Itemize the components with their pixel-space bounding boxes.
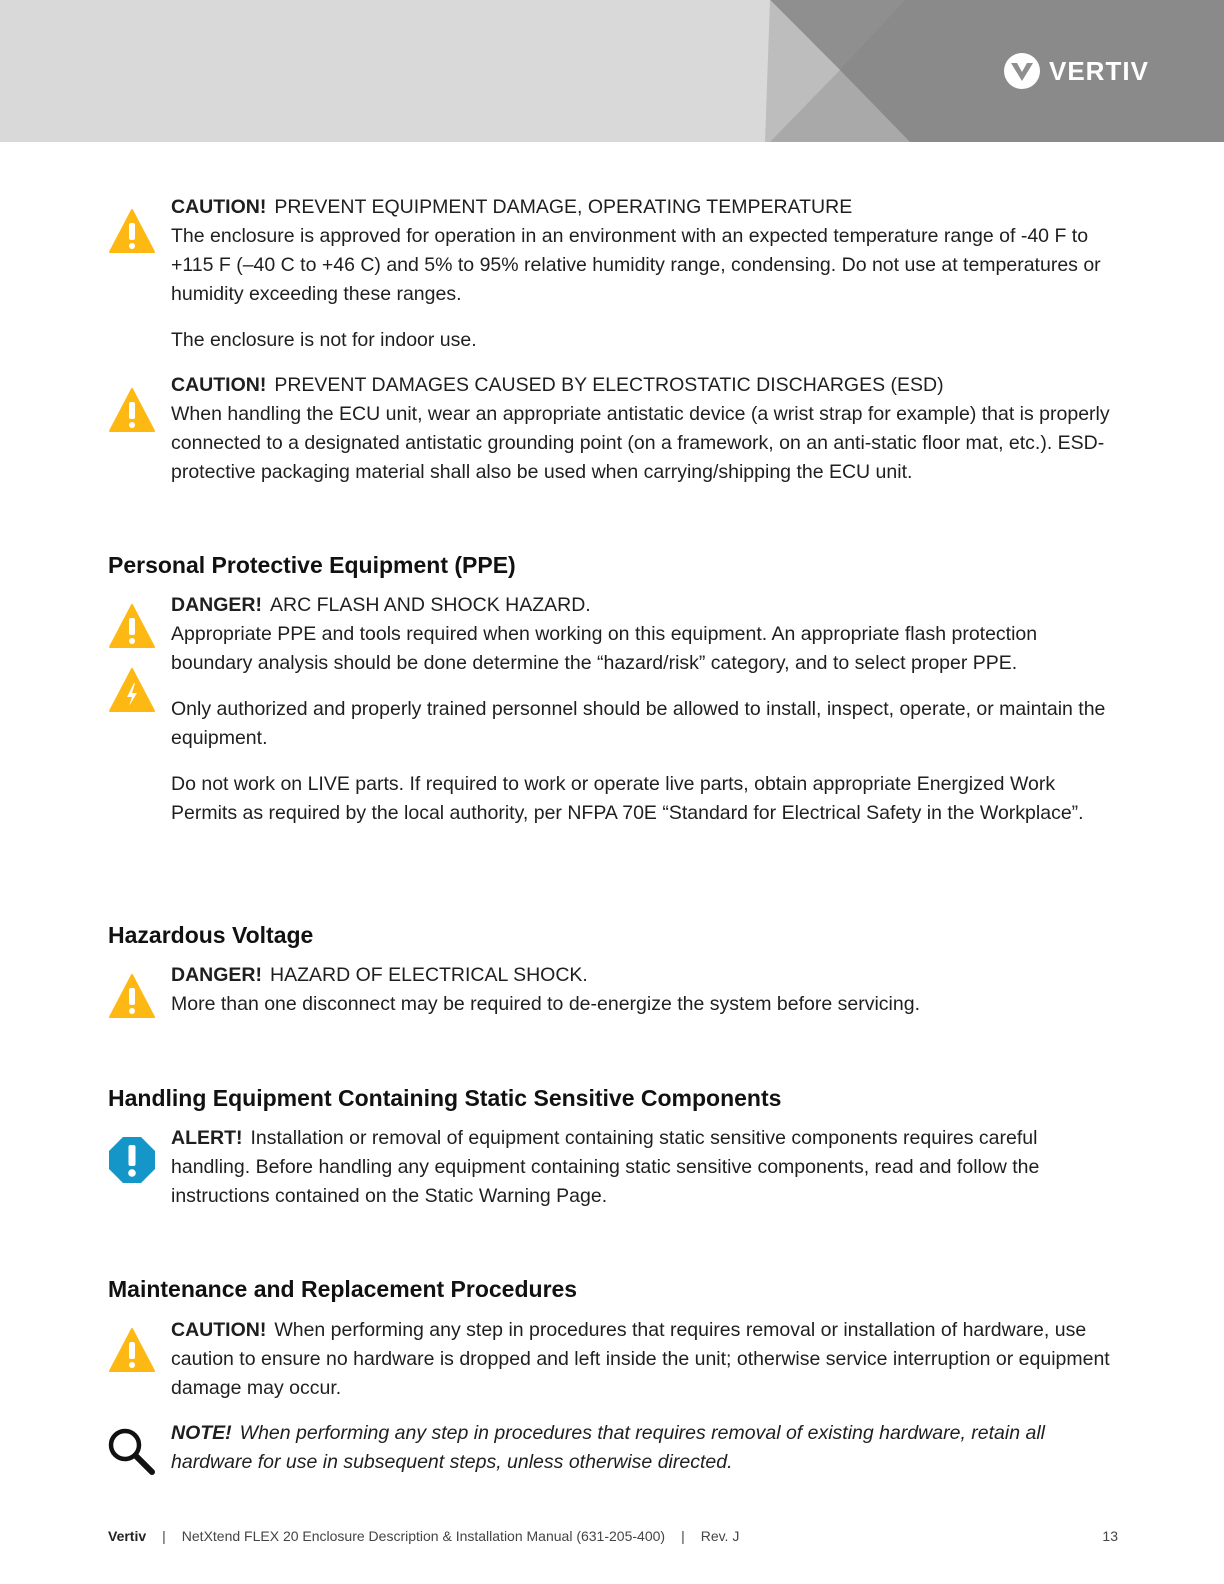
danger-triangle-icon: [108, 602, 156, 650]
note-body: When performing any step in procedures that requires removal of existing hardware, retain all hardware for use in subsequent steps, unless otherwise directed.: [171, 1422, 1045, 1473]
danger-label: DANGER!: [171, 964, 262, 986]
caution-triangle-icon: [108, 386, 156, 434]
note-label: NOTE!: [171, 1422, 232, 1444]
voltage-danger-block: [171, 961, 1121, 1019]
footer-doc-title: NetXtend FLEX 20 Enclosure Description & Installation Manual (631-205-400): [181, 1528, 666, 1544]
danger-title: HAZARD OF ELECTRICAL SHOCK.: [270, 964, 588, 986]
alert-octagon-icon: [108, 1136, 156, 1184]
footer-separator: |: [681, 1528, 685, 1544]
section-heading-voltage: Hazardous Voltage: [108, 922, 314, 948]
static-alert-block: [171, 1124, 1121, 1211]
caution-body-2: The enclosure is not for indoor use.: [171, 329, 477, 351]
caution-esd-block: [171, 371, 1121, 487]
caution-label: CAUTION!: [171, 374, 267, 396]
maintenance-caution-block: [171, 1316, 1121, 1403]
ppe-danger-block: [171, 591, 1121, 828]
footer-separator: |: [162, 1528, 166, 1544]
caution-triangle-icon: [108, 1326, 156, 1374]
footer-brand: Vertiv: [108, 1528, 147, 1544]
footer-revision: Rev. J: [700, 1528, 740, 1544]
logo-text: VERTIV: [1049, 55, 1149, 86]
page-footer: [108, 1528, 1118, 1544]
page-header: [0, 0, 1224, 142]
danger-body-2: Only authorized and properly trained personnel should be allowed to install, inspect, operate, or maintain the equipment.: [171, 698, 1106, 749]
danger-title: ARC FLASH AND SHOCK HAZARD.: [270, 594, 591, 616]
danger-body: More than one disconnect may be required to de-energize the system before servicing.: [171, 993, 920, 1015]
caution-title: PREVENT EQUIPMENT DAMAGE, OPERATING TEMPERATURE: [274, 196, 853, 218]
caution-body: When performing any step in procedures that requires removal or installation of hardware, use caution to ensure no hardware is dropped and left inside the unit; otherwise service interruption or equipment damage may occur.: [171, 1319, 1110, 1399]
caution-temperature-block: [171, 193, 1121, 355]
vertiv-logo: [1003, 52, 1149, 90]
caution-label: CAUTION!: [171, 196, 267, 218]
caution-label: CAUTION!: [171, 1319, 267, 1341]
caution-triangle-icon: [108, 207, 156, 255]
vertiv-v-icon: [1003, 52, 1041, 90]
caution-title: PREVENT DAMAGES CAUSED BY ELECTROSTATIC DISCHARGES (ESD): [274, 374, 944, 396]
caution-body: When handling the ECU unit, wear an appropriate antistatic device (a wrist strap for example) that is properly connected to a designated antistatic grounding point (on a framework, on an anti-static floor mat, etc.). ESD-protective packaging material shall also be used when carrying/shipping the ECU unit.: [171, 403, 1110, 483]
section-heading-ppe: Personal Protective Equipment (PPE): [108, 552, 516, 578]
maintenance-note-block: [171, 1419, 1121, 1477]
page-number: 13: [1102, 1528, 1118, 1544]
section-heading-static: Handling Equipment Containing Static Sensitive Components: [108, 1085, 782, 1111]
electric-shock-icon: [108, 666, 156, 714]
section-heading-maintenance: Maintenance and Replacement Procedures: [108, 1276, 578, 1302]
alert-label: ALERT!: [171, 1127, 243, 1149]
danger-body: Appropriate PPE and tools required when working on this equipment. An appropriate flash protection boundary analysis should be done determine the “hazard/risk” category, and to select proper PPE.: [171, 623, 1038, 674]
alert-body: Installation or removal of equipment containing static sensitive components requires careful handling. Before handling any equipment containing static sensitive components, read and follow the instructions contained on the Static Warning Page.: [171, 1127, 1040, 1207]
magnifier-icon: [106, 1426, 156, 1476]
danger-label: DANGER!: [171, 594, 262, 616]
danger-triangle-icon: [108, 972, 156, 1020]
caution-body: The enclosure is approved for operation in an environment with an expected temperature range of -40 F to +115 F (–40 C to +46 C) and 5% to 95% relative humidity range, condensing. Do not use at temperatures or humidity exceeding these ranges.: [171, 225, 1101, 305]
danger-body-3: Do not work on LIVE parts. If required to work or operate live parts, obtain appropriate Energized Work Permits as required by the local authority, per NFPA 70E “Standard for Electrical Safety in the Workplace”.: [171, 773, 1084, 824]
